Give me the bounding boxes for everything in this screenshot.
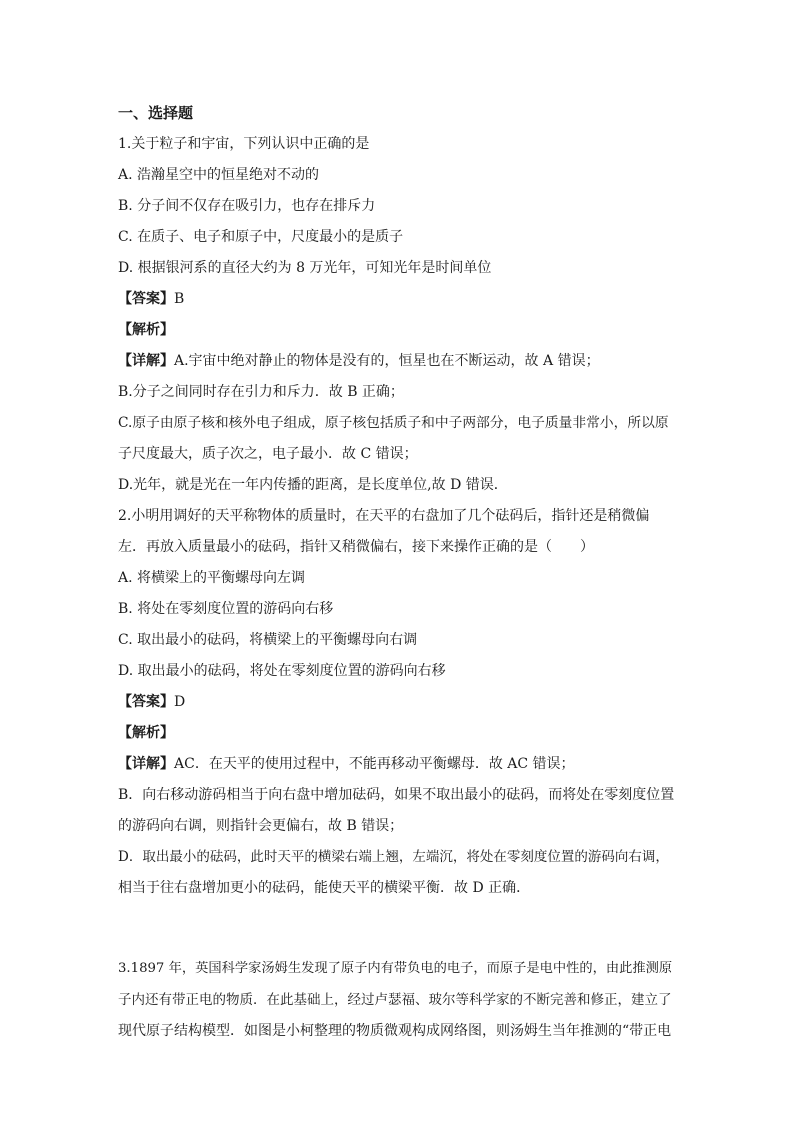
question-3-stem: 子内还有带正电的物质．在此基础上，经过卢瑟福、玻尔等科学家的不断完善和修正，建立了 [118,992,672,1008]
answer-tag: 【答案】 [118,694,174,710]
question-1-detail-line: 子尺度最大，质子次之，电子最小．故 C 错误； [118,446,418,462]
question-2-option-d: D. 取出最小的砝码，将处在零刻度位置的游码向右移 [118,663,446,679]
question-2-stem: 左．再放入质量最小的砝码，指针又稍微偏右，接下来操作正确的是（ ） [118,539,594,555]
question-2-analysis-tag: 【解析】 [118,725,174,741]
question-2-detail-line: 的游码向右调，则指针会更偏右，故 B 错误； [118,818,404,834]
question-1-detail-line: C.原子由原子核和核外电子组成，原子核包括质子和中子两部分，电子质量非常小，所以原 [118,415,669,431]
question-1-option-c: C. 在质子、电子和原子中，尺度最小的是质子 [118,229,404,245]
question-1-detail-line: D.光年，就是光在一年内传播的距离，是长度单位,故 D 错误． [118,477,508,493]
question-1-option-d: D. 根据银河系的直径大约为 8 万光年，可知光年是时间单位 [118,260,492,276]
question-2-detail-line: B．向右移动游码相当于向右盘中增加砝码，如果不取出最小的砝码，而将处在零刻度位置 [118,787,675,803]
detail-tag: 【详解】 [118,756,174,772]
question-2-option-c: C. 取出最小的砝码，将横梁上的平衡螺母向右调 [118,632,418,648]
question-2-detail-line [118,754,678,774]
question-3-stem: 3.1897 年，英国科学家汤姆生发现了原子内有带负电的电子，而原子是电中性的，由此推测原 [118,961,673,976]
question-2-option-a: A. 将横梁上的平衡螺母向左调 [118,570,306,586]
question-2-answer [118,692,678,712]
question-1-detail-line: B.分子之间同时存在引力和斥力．故 B 正确； [118,384,404,400]
answer-tag: 【答案】 [118,291,174,307]
question-1-answer [118,289,678,309]
question-1-analysis-tag: 【解析】 [118,322,174,338]
detail-text: AC．在天平的使用过程中，不能再移动平衡螺母．故 AC 错误； [174,756,575,772]
question-1-stem: 1.关于粒子和宇宙，下列认识中正确的是 [118,136,370,152]
question-2-stem: 2.小明用调好的天平称物体的质量时，在天平的右盘加了几个砝码后，指针还是稍微偏 [118,508,650,524]
detail-tag: 【详解】 [118,353,174,369]
answer-value: D [174,694,186,710]
section-title: 一、选择题 [118,104,194,122]
question-3-stem: 现代原子结构模型．如图是小柯整理的物质微观构成网络图，则汤姆生当年推测的“带正电 [118,1023,672,1039]
detail-text: A.宇宙中绝对静止的物体是没有的，恒星也在不断运动，故 A 错误； [174,353,600,369]
question-2-option-b: B. 将处在零刻度位置的游码向右移 [118,601,334,617]
answer-value: B [174,291,185,307]
question-2-detail-line: 相当于往右盘增加更小的砝码，能使天平的横梁平衡．故 D 正确． [118,880,531,896]
question-1-option-a: A. 浩瀚星空中的恒星绝对不动的 [118,167,320,183]
question-2-detail-line: D．取出最小的砝码，此时天平的横梁右端上翘，左端沉，将处在零刻度位置的游码向右调， [118,849,669,865]
question-1-option-b: B. 分子间不仅存在吸引力，也存在排斥力 [118,198,376,214]
question-1-detail-line [118,351,678,371]
